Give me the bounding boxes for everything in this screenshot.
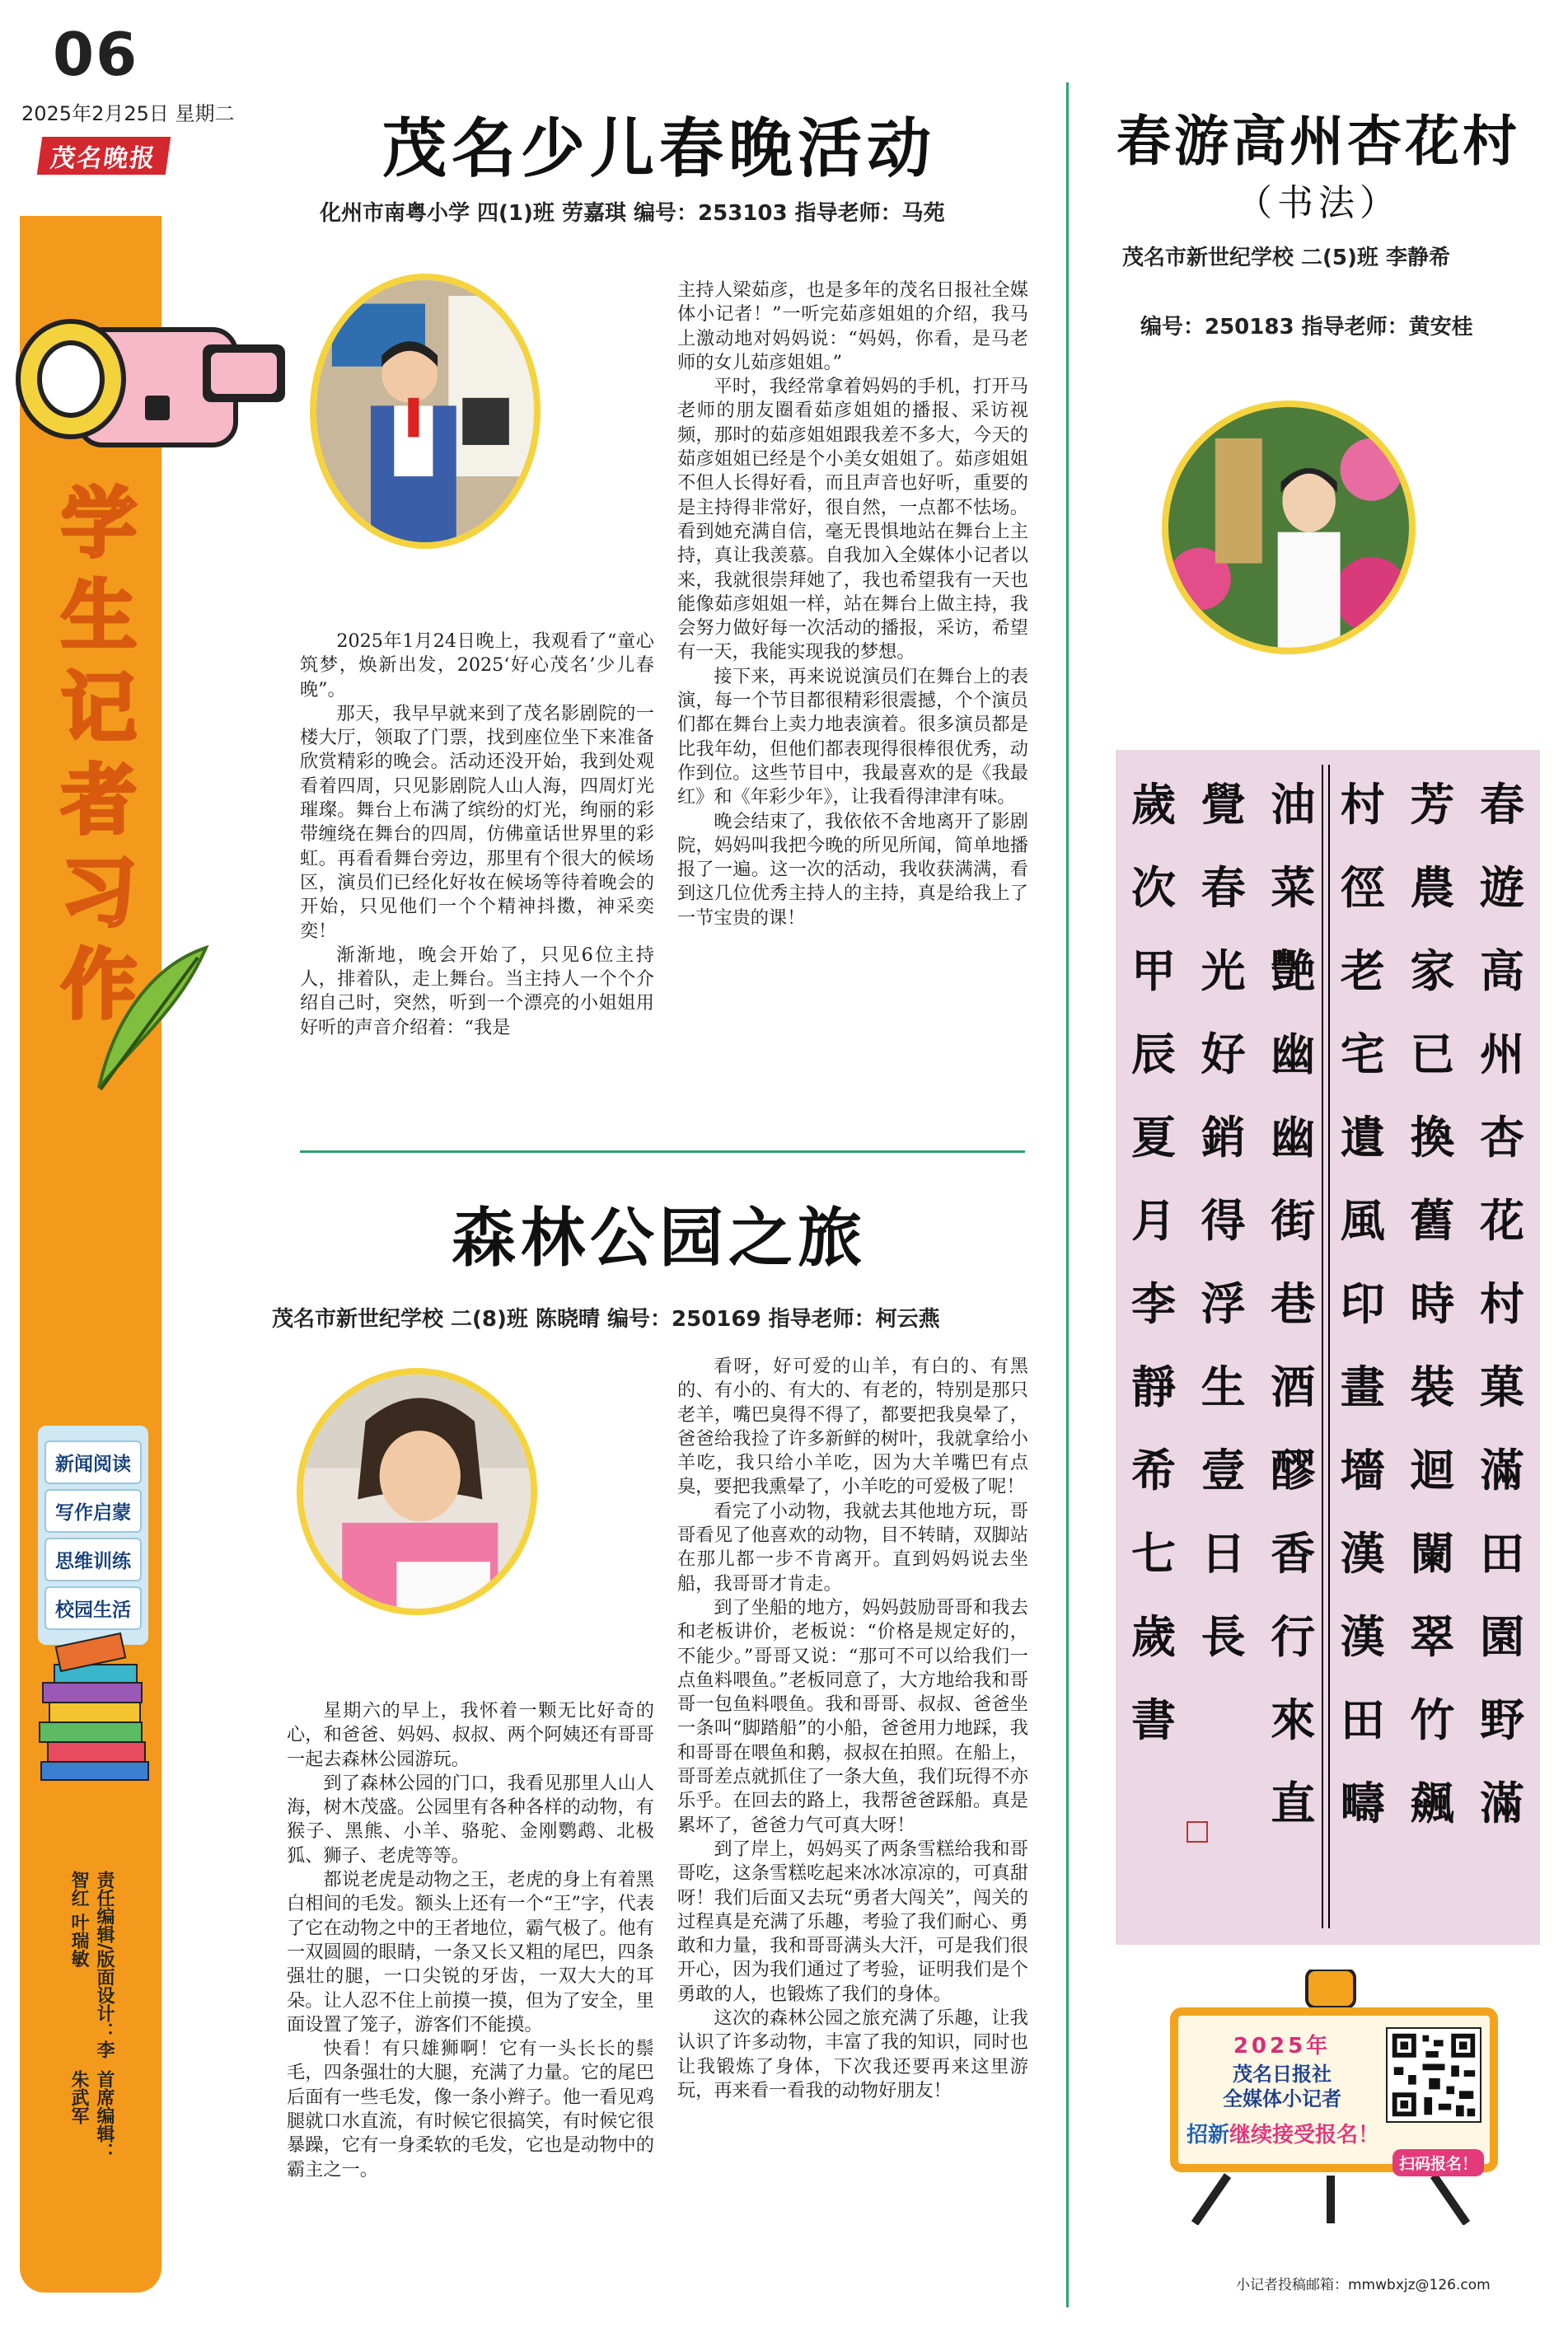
calligraphy-character: 宅 xyxy=(1340,1028,1385,1080)
article2-column-right xyxy=(677,1355,1028,2103)
article2-paragraph: 星期六的早上，我怀着一颗无比好奇的心，和爸爸、妈妈、叔叔、两个阿姨还有哥哥一起去森林公园游玩。 xyxy=(287,1700,654,1770)
calligraphy-character: 園 xyxy=(1479,1610,1524,1663)
article1-paragraph: 渐渐地，晚会开始了，只见6位主持人，排着队，走上舞台。当主持人一个个介绍自己时，突然，听到一个漂亮的小姐姐用好听的声音介绍着：“我是 xyxy=(300,944,654,1038)
column-divider xyxy=(1066,82,1069,2307)
calligraphy-character: 芳 xyxy=(1410,778,1455,831)
books-icon xyxy=(33,1623,157,1788)
section-title-char: 者 xyxy=(60,756,137,845)
calligraphy-character: 風 xyxy=(1340,1194,1385,1247)
calligraphy-character: 歲 xyxy=(1131,1610,1176,1663)
calligraphy-meta: 编号：250183 指导老师：黄安桂 xyxy=(1140,315,1473,340)
calligraphy-character: 巷 xyxy=(1271,1277,1316,1330)
recruit-slogan-a: 招新 xyxy=(1187,2123,1230,2148)
calligraphy-character: 醪 xyxy=(1271,1444,1316,1497)
calligraphy-character: 裝 xyxy=(1410,1361,1455,1413)
calligraphy-character: 老 xyxy=(1340,944,1385,997)
qr-code-icon[interactable] xyxy=(1386,2027,1481,2123)
newspaper-masthead: 茂名晚报 xyxy=(37,137,171,175)
calligraphy-character: 畫 xyxy=(1340,1361,1385,1413)
article1-byline: 化州市南粤小学 四(1)班 劳嘉琪 编号：253103 指导老师：马苑 xyxy=(320,201,945,226)
calligraphy-character: 直 xyxy=(1271,1777,1316,1829)
recruit-year: 2025年 xyxy=(1233,2034,1332,2059)
submission-email: 小记者投稿邮箱：mmwbxjz@126.com xyxy=(1236,2277,1491,2293)
calligraphy-character: 歲 xyxy=(1131,778,1176,831)
calligraphy-character: 夏 xyxy=(1131,1111,1176,1164)
calligraphy-title: 春游高州杏花村 xyxy=(1116,110,1520,173)
calligraphy-character: 翠 xyxy=(1410,1610,1455,1663)
calligraphy-character: 希 xyxy=(1131,1444,1176,1497)
calligraphy-character: 春 xyxy=(1479,778,1524,831)
calligraphy-character: 生 xyxy=(1201,1361,1246,1413)
calligraphy-character: 油 xyxy=(1271,778,1316,831)
calligraphy-character: 闌 xyxy=(1410,1527,1455,1580)
responsible-editor: 责任编辑/版面设计：李智红 叶瑞敏 xyxy=(68,1871,115,2059)
calligraphy-character: 辰 xyxy=(1131,1028,1176,1080)
article2-byline: 茂名市新世纪学校 二(8)班 陈晓晴 编号：250169 指导老师：柯云燕 xyxy=(272,1307,940,1332)
article2-column-left xyxy=(287,1699,654,2182)
calligraphy-rule xyxy=(1328,765,1330,1928)
calligraphy-author: 茂名市新世纪学校 二(5)班 李静希 xyxy=(1122,246,1450,270)
calligraphy-character: 菓 xyxy=(1479,1361,1524,1413)
calligraphy-character: 家 xyxy=(1410,944,1455,997)
calligraphy-character: 覺 xyxy=(1201,778,1246,831)
calligraphy-character: 七 xyxy=(1131,1527,1176,1580)
calligraphy-character: 州 xyxy=(1479,1028,1524,1080)
calligraphy-character: 農 xyxy=(1410,861,1455,914)
section-title-char: 生 xyxy=(60,572,137,660)
calligraphy-character: 遺 xyxy=(1340,1111,1385,1164)
article2-paragraph: 都说老虎是动物之王，老虎的身上有着黑白相间的毛发。额头上还有一个“王”字，代表了它在动物之中的王者地位，霸气极了。他有一双圆圆的眼睛，一条又长又粗的尾巴，四条强壮的腿，一口尖锐的牙齿，一双大大的耳朵。让人忍不住上前摸一摸，但为了安全，里面设置了笼子，游客们不能摸。 xyxy=(287,1869,654,2035)
sidebar-nav xyxy=(38,1426,148,1645)
article2-paragraph: 看完了小动物，我就去其他地方玩，哥哥看见了他喜欢的动物，目不转睛，双脚站在那儿都一步不肯离开。直到妈妈说去坐船，我哥哥才肯走。 xyxy=(677,1500,1028,1595)
article2-paragraph: 到了岸上，妈妈买了两条雪糕给我和哥哥吃，这条雪糕吃起来冰冰凉凉的，可真甜呀！我们后面又去玩“勇者大闯关”，闯关的过程真是充满了乐趣，考验了我们耐心、勇敢和力量，我和哥哥满头大汗，可是我们很开心，因为我们通过了考验，证明我们是个勇敢的人，也锻炼了我们的身体。 xyxy=(677,1838,1028,2005)
calligraphy-rule xyxy=(1322,765,1323,1928)
article2-paragraph: 这次的森林公园之旅充满了乐趣，让我认识了许多动物，丰富了我的知识，同时也让我锻炼了身体，下次我还要再来这里游玩，再来看一看我的动物好朋友！ xyxy=(677,2007,1028,2101)
calligraphy-character: 好 xyxy=(1201,1028,1246,1080)
calligraphy-character: 竹 xyxy=(1410,1693,1455,1746)
calligraphy-character: 月 xyxy=(1131,1194,1176,1247)
nav-item-news-reading[interactable]: 新闻阅读 xyxy=(44,1440,142,1484)
calligraphy-character: 來 xyxy=(1271,1693,1316,1746)
calligraphy-character: 菜 xyxy=(1271,861,1316,914)
article-divider xyxy=(300,1150,1025,1153)
calligraphy-character: 行 xyxy=(1271,1610,1316,1663)
calligraphy-character: 靜 xyxy=(1131,1361,1176,1413)
issue-date: 2025年2月25日 星期二 xyxy=(21,102,235,125)
calligraphy-character: 疇 xyxy=(1340,1777,1385,1829)
calligraphy-character: 田 xyxy=(1340,1693,1385,1746)
calligraphy-character: 壹 xyxy=(1201,1444,1246,1497)
page-number: 06 xyxy=(53,20,139,89)
calligraphy-character: 飆 xyxy=(1410,1777,1455,1829)
calligraphy-character: 銷 xyxy=(1201,1111,1246,1164)
calligraphy-character: 日 xyxy=(1201,1527,1246,1580)
article2-paragraph: 看呀，好可爱的山羊，有白的、有黑的、有小的、有大的、有老的，特别是那只老羊，嘴巴臭得不得了，都要把我臭晕了，爸爸给我捡了许多新鲜的树叶，我就拿给小羊吃，我只给小羊吃，因为大羊嘴巴有点臭，要把我熏晕了，小羊吃的可爱极了呢！ xyxy=(677,1356,1028,1498)
calligraphy-character: 換 xyxy=(1410,1111,1455,1164)
calligraphy-character: 漢 xyxy=(1340,1610,1385,1663)
calligraphy-character: 田 xyxy=(1479,1527,1524,1580)
calligraphy-column xyxy=(1402,763,1462,1928)
article2-paragraph: 到了坐船的地方，妈妈鼓励哥哥和我去和老板讲价，老板说：“价格是规定好的，不能少。”哥哥又说：“那可不可以给我们一点鱼料喂鱼。”老板同意了，大方地给我和哥哥一包鱼料喂鱼。我和哥哥、叔叔、爸爸坐一条叫“脚踏船”的小船，爸爸用力地踩，我和哥哥在喂鱼和鹅，叔叔在拍照。在船上，哥哥差点就抓住了一条大鱼，我们玩得不亦乐乎。在回去的路上，我帮爸爸踩船。真是累坏了，爸爸力气可真大呀！ xyxy=(677,1596,1028,1836)
calligraphy-column xyxy=(1124,763,1183,1928)
article1-paragraph: 2025年1月24日晚上，我观看了“童心筑梦，焕新出发，2025‘好心茂名’少儿春晚”。 xyxy=(300,630,654,700)
calligraphy-character: 迴 xyxy=(1410,1444,1455,1497)
calligraphy-character: 舊 xyxy=(1410,1194,1455,1247)
article1-paragraph: 那天，我早早就来到了茂名影剧院的一楼大厅，领取了门票，找到座位坐下来准备欣赏精彩的晚会。活动还没开始，我到处观看着四周，只见影剧院人山人海，四周灯光璀璨。舞台上布满了缤纷的灯光，绚丽的彩带缠绕在舞台的四周，仿佛童话世界里的彩虹。再看看舞台旁边，那里有个很大的候场区，演员们已经化好妆在候场等待着晚会的开始，只见他们一个个精神抖擞，神采奕奕！ xyxy=(300,702,654,942)
calligraphy-character: 村 xyxy=(1340,778,1385,831)
calligraphy-character: 幽 xyxy=(1271,1111,1316,1164)
editor-credits xyxy=(66,1871,117,2167)
calligraphy-character: 光 xyxy=(1201,944,1246,997)
calligraphy-character: 村 xyxy=(1479,1277,1524,1330)
calligraphy-character: 印 xyxy=(1340,1277,1385,1330)
recruit-line1: 茂名日报社 xyxy=(1233,2063,1332,2086)
calligraphy-character: 甲 xyxy=(1131,944,1176,997)
article2-title: 森林公园之旅 xyxy=(451,1201,867,1276)
calligraphy-character: 墻 xyxy=(1340,1444,1385,1497)
calligraphy-character: 滿 xyxy=(1479,1777,1524,1829)
calligraphy-column xyxy=(1472,763,1532,1928)
section-title-char: 学 xyxy=(60,480,137,568)
calligraphy-character: 酒 xyxy=(1271,1361,1316,1413)
calligraphy-character: 漢 xyxy=(1340,1527,1385,1580)
calligraphy-character: 杏 xyxy=(1479,1111,1524,1164)
calligraphy-character: 野 xyxy=(1479,1693,1524,1746)
article1-title: 茂名少儿春晚活动 xyxy=(381,112,936,186)
calligraphy-character: 徑 xyxy=(1340,861,1385,914)
calligraphy-seal xyxy=(1187,1821,1208,1843)
article1-paragraph: 接下来，再来说说演员们在舞台上的表演，每一个节目都很精彩很震撼，个个演员们都在舞台上卖力地表演着。很多演员都是比我年幼，但他们都表现得很棒很优秀，动作到位。这些节目中，我最喜欢的是《我最红》和《年彩少年》，让我看得津津有味。 xyxy=(677,665,1028,808)
article2-photo xyxy=(297,1368,537,1615)
calligraphy-character: 滿 xyxy=(1479,1444,1524,1497)
calligraphy-character: 艷 xyxy=(1271,944,1316,997)
nav-item-campus-life[interactable]: 校园生活 xyxy=(44,1586,142,1630)
calligraphy-character: 花 xyxy=(1479,1194,1524,1247)
article2-paragraph: 快看！有只雄狮啊！它有一头长长的鬃毛，四条强壮的大腿，充满了力量。它的尾巴后面有一些毛发，像一条小辫子。他一看见鸡腿就口水直流，有时候它很搞笑，有时候它很暴躁，它有一身柔软的毛发，它也是动物中的霸主之一。 xyxy=(287,2038,654,2180)
article1-column-right xyxy=(677,279,1028,930)
recruit-slogan xyxy=(1187,2118,1379,2148)
calligraphy-character: 幽 xyxy=(1271,1028,1316,1080)
calligraphy-character: 書 xyxy=(1131,1693,1176,1746)
calligraphy-column xyxy=(1333,763,1392,1928)
calligraphy-column xyxy=(1194,763,1253,1928)
calligraphy-character: 李 xyxy=(1131,1277,1176,1330)
scan-to-register-badge: 扫码报名！ xyxy=(1392,2149,1484,2176)
nav-item-writing[interactable]: 写作启蒙 xyxy=(44,1489,142,1533)
calligraphy-character: 已 xyxy=(1410,1028,1455,1080)
calligraphy-author-photo xyxy=(1162,400,1416,654)
section-title-char: 作 xyxy=(60,941,137,1029)
article1-paragraph: 主持人梁茹彦，也是多年的茂名日报社全媒体小记者！”一听完茹彦姐姐的介绍，我马上激动地对妈妈说：“妈妈，你看，是马老师的女儿茹彦姐姐。” xyxy=(677,279,1028,373)
section-title-char: 习 xyxy=(60,849,137,937)
recruit-slogan-b: 继续接受报名！ xyxy=(1229,2123,1380,2148)
calligraphy-character: 遊 xyxy=(1479,861,1524,914)
calligraphy-character: 得 xyxy=(1201,1194,1246,1247)
calligraphy-character: 高 xyxy=(1479,944,1524,997)
calligraphy-character: 浮 xyxy=(1201,1277,1246,1330)
calligraphy-character: 春 xyxy=(1201,861,1246,914)
calligraphy-character: 香 xyxy=(1271,1527,1316,1580)
article1-paragraph: 晚会结束了，我依依不舍地离开了影剧院，妈妈叫我把今晚的所见所闻，简单地播报了一遍。这一次的活动，我收获满满，看到这几位优秀主持人的主持，真是给我上了一节宝贵的课！ xyxy=(677,810,1028,929)
article1-photo xyxy=(310,274,541,549)
recruit-line2: 全媒体小记者 xyxy=(1223,2087,1341,2110)
camera-icon xyxy=(13,313,293,453)
section-title-char: 记 xyxy=(60,664,137,752)
calligraphy-character: 次 xyxy=(1131,861,1176,914)
article2-paragraph: 到了森林公园的门口，我看见那里人山人海，树木茂盛。公园里有各种各样的动物，有猴子、黑熊、小羊、骆驼、金刚鹦鹉、北极狐、狮子、老虎等等。 xyxy=(287,1772,654,1867)
quill-icon xyxy=(82,939,214,1104)
chief-editor: 首席编辑：朱武军 xyxy=(68,2069,115,2161)
calligraphy-character: 時 xyxy=(1410,1277,1455,1330)
nav-item-thinking[interactable]: 思维训练 xyxy=(44,1538,142,1581)
calligraphy-column xyxy=(1263,763,1322,1928)
calligraphy-character: 街 xyxy=(1271,1194,1316,1247)
calligraphy-subtitle: （书法） xyxy=(1236,182,1401,224)
calligraphy-character: 長 xyxy=(1201,1610,1246,1663)
recruit-org xyxy=(1191,2062,1373,2111)
article1-paragraph: 平时，我经常拿着妈妈的手机，打开马老师的朋友圈看茹彦姐姐的播报、采访视频，那时的茹彦姐姐跟我差不多大，今天的茹彦姐姐已经是个小美女姐姐了。茹彦姐姐不但人长得好看，而且声音也好听，重要的是主持得非常好，很自然，一点都不怯场。看到她充满自信，毫无畏惧地站在舞台上主持，真让我羡慕。自我加入全媒体小记者以来，我就很崇拜她了，我也希望我有一天也能像茹彦姐姐一样，站在舞台上做主持，我会努力做好每一次活动的播报，采访，希望有一天，我能实现我的梦想。 xyxy=(677,376,1028,663)
article1-column-left xyxy=(300,630,654,1040)
